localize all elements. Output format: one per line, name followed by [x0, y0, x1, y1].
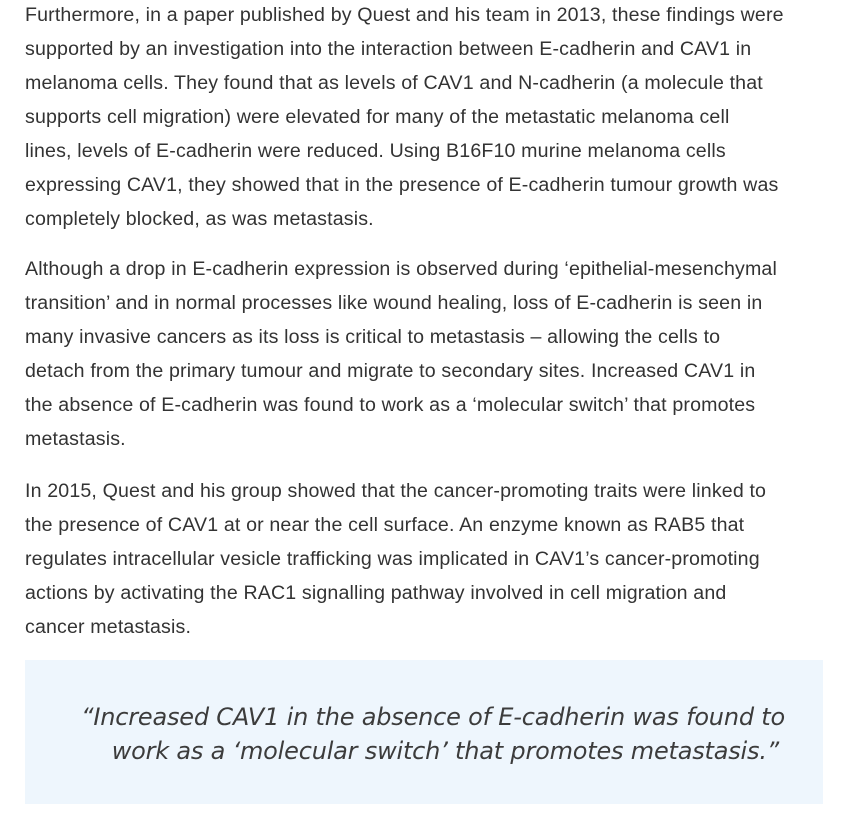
text-line: In 2015, Quest and his group showed that the cancer-promoting traits were linked to — [25, 480, 767, 502]
text-line: melanoma cells. They found that as levels of CAV1 and N-cadherin (a molecule that — [25, 72, 763, 94]
text-line: regulates intracellular vesicle trafficking was implicated in CAV1’s cancer-promoting — [25, 548, 760, 570]
text-line: expressing CAV1, they showed that in the presence of E-cadherin tumour growth was — [25, 174, 779, 196]
text-line: cancer metastasis. — [25, 616, 192, 638]
paragraph-quest-2013 — [25, 0, 784, 236]
text-line: lines, levels of E-cadherin were reduced. Using B16F10 murine melanoma cells — [25, 140, 726, 162]
text-line: metastasis. — [25, 428, 126, 450]
text-line: many invasive cancers as its loss is critical to metastasis – allowing the cells to — [25, 326, 721, 348]
text-line: the absence of E-cadherin was found to work as a ‘molecular switch’ that promotes — [25, 394, 756, 416]
text-line: completely blocked, as was metastasis. — [25, 208, 374, 230]
paragraph-e-cadherin-loss — [25, 252, 777, 456]
text-line: the presence of CAV1 at or near the cell surface. An enzyme known as RAB5 that — [25, 514, 745, 536]
text-line: supports cell migration) were elevated for many of the metastatic melanoma cell — [25, 106, 730, 128]
text-line: Although a drop in E-cadherin expression is observed during ‘epithelial-mesenchymal — [25, 258, 777, 280]
text-line: supported by an investigation into the interaction between E-cadherin and CAV1 in — [25, 38, 752, 60]
pull-quote — [25, 660, 823, 804]
text-line: transition’ and in normal processes like wound healing, loss of E-cadherin is seen in — [25, 292, 763, 314]
pull-quote-line: “Increased CAV1 in the absence of E-cadherin was found to — [81, 703, 785, 731]
text-line: actions by activating the RAC1 signalling pathway involved in cell migration and — [25, 582, 727, 604]
paragraph-quest-2015 — [25, 474, 766, 644]
pull-quote-line: work as a ‘molecular switch’ that promotes metastasis.” — [111, 737, 779, 765]
text-line: Furthermore, in a paper published by Quest and his team in 2013, these findings were — [25, 4, 784, 26]
text-line: detach from the primary tumour and migrate to secondary sites. Increased CAV1 in — [25, 360, 756, 382]
